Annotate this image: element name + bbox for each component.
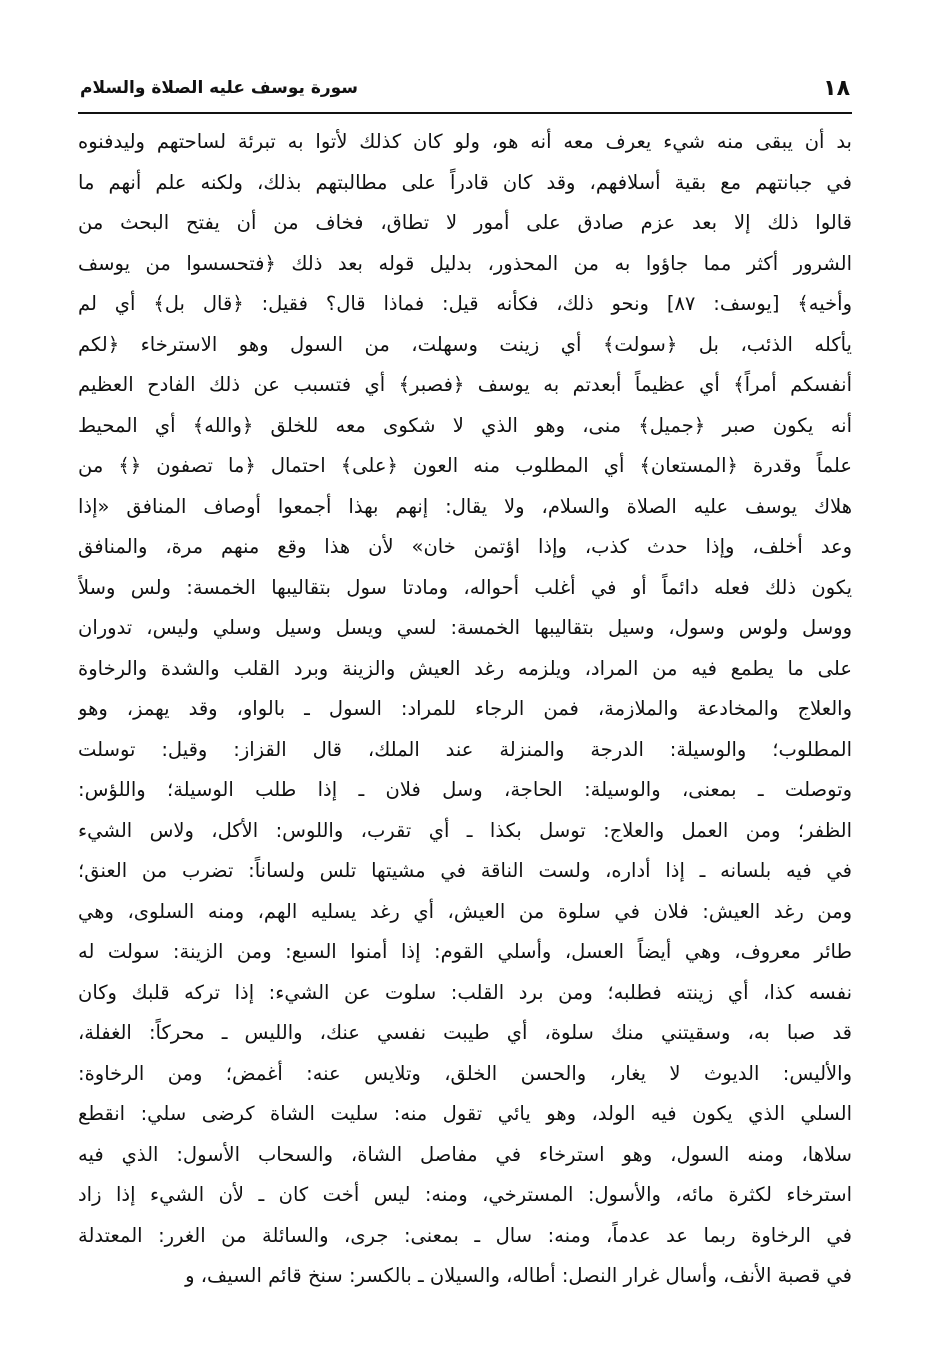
text-line: الظفر؛ ومن العمل والعلاج: توسل بكذا ـ أي تقرب، واللوس: الأكل، ولاس الشيء xyxy=(78,818,852,842)
text-line: ومن رغد العيش: فلان في سلوة من العيش، أي رغد يسليه الهم، ومنه السلوى، وهي xyxy=(78,899,852,923)
text-line: والعلاج والمخادعة والملازمة، فمن الرجاء للمراد: السول ـ بالواو، وقد يهمز، وهو xyxy=(78,697,852,720)
text-line: في فيه بلسانه ـ إذا أداره، ولست الناقة في مشيتها تلس ولساناً: تضرب من العنق؛ xyxy=(78,859,852,882)
text-line: وأخيه﴾ [يوسف: ٨٧] ونحو ذلك، فكأنه قيل: فماذا قال؟ فقيل: ﴿قال بل﴾ أي لم xyxy=(78,292,852,315)
text-line: يأكله الذئب، بل ﴿سولت﴾ أي زينت وسهلت، من السول وهو الاسترخاء ﴿لكم xyxy=(78,332,852,356)
text-line: في قصبة الأنف، وأسال غرار النصل: أطاله، والسيلان ـ بالكسر: سنخ قائم السيف، و xyxy=(185,1264,852,1287)
text-line: قالوا ذلك إلا بعد عزم صادق على أمور لا تطاق، فخاف من أن يفتح البحث من xyxy=(78,211,852,234)
page-number: ١٨ xyxy=(823,76,850,101)
text-line: طائر معروف، وهي أيضاً العسل، وأسلي القوم: إذا أمنوا السبع: ومن الزينة: سولت له xyxy=(78,940,852,963)
text-line: علماً وقدرة ﴿المستعان﴾ أي المطلوب منه العون ﴿على﴾ احتمال ﴿ما تصفون ﴿﴾ من xyxy=(78,454,852,477)
text-line: في جبانتهم مع بقية أسلافهم، وقد كان قادراً على مطالبتهم بذلك، ولكنه علم أنهم ما xyxy=(78,170,852,194)
text-line: أنه يكون صبر ﴿جميل﴾ منى، وهو الذي لا شكوى معه للخلق ﴿والله﴾ أي المحيط xyxy=(78,413,852,437)
text-line: قد صبا به، وسقيتني منك سلوة، أي طيبت نفسي عنك، والليس ـ محركاً: الغفلة، xyxy=(78,1021,852,1044)
running-title: سورة يوسف عليه الصلاة والسلام xyxy=(80,78,359,98)
text-line: وتوصلت ـ بمعنى، والوسيلة: الحاجة، وسل فلان ـ إذا طلب الوسيلة؛ واللؤس: xyxy=(78,778,852,801)
text-line: السلي الذي يكون فيه الولد، وهو يائي تقول منه: سليت الشاة كرضى سلي: انقطع xyxy=(78,1102,852,1125)
text-line: أنفسكم أمراً﴾ أي عظيماً أبعدتم به يوسف ﴿فصبر﴾ أي فتسبب عن ذلك الفادح العظيم xyxy=(78,373,852,396)
text-line: استرخاء لكثرة مائه، والأسول: المسترخي، ومنه: ليس أخت كان ـ لأن الشيء إذا زاد xyxy=(78,1183,852,1206)
text-line: نفسه كذا، أي زينته فطلبه؛ ومن برد القلب: سلوت عن الشيء: إذا تركه قلبك وكان xyxy=(78,980,852,1004)
text-line: المطلوب؛ والوسيلة: الدرجة والمنزلة عند الملك، قال القزاز: وقيل: توسلت xyxy=(78,737,852,761)
header-rule xyxy=(78,112,852,114)
body-text xyxy=(78,122,852,1297)
text-line: في الرخاوة ربما عد عدماً، ومنه: سال ـ بمعنى: جرى، والسائلة من الغرر: المعتدلة xyxy=(78,1223,852,1247)
text-line: والأليس: الديوث لا يغار، والحسن الخلق، وتلايس عنه: أغمض؛ ومن الرخاوة: xyxy=(78,1061,852,1085)
text-line: الشرور أكثر مما جاؤوا به من المحذور، بدليل قوله بعد ذلك ﴿فتحسسوا من يوسف xyxy=(78,251,852,275)
text-line: ووسل ولوس وسول، وسيل بتقاليبها الخمسة: لسي ويسل وسيل وسلي وليس، تدوران xyxy=(78,616,852,639)
text-line: يكون ذلك فعله دائماً أو في أغلب أحواله، ومادتا سول بتقاليبها الخمسة: ولس وسلاً xyxy=(78,575,852,599)
text-line: بد أن يبقى منه شيء يعرف معه أنه هو، ولو كان كذلك لأتوا به تبرئة لساحتهم وليدفنوه xyxy=(78,130,852,153)
text-line: على ما يطمع فيه من المراد، ويلزمه رغد العيش والزينة وبرد القلب والشدة والرخاوة xyxy=(78,656,852,680)
text-line: هلاك يوسف عليه الصلاة والسلام، ولا يقال: إنهم بهذا أجمعوا أوصاف المنافق «إذا xyxy=(78,494,852,518)
text-line: وعد أخلف، وإذا حدث كذب، وإذا اؤتمن خان» لأن هذا وقع منهم مرة، والمنافق xyxy=(78,535,852,558)
text-line: سلاها، ومنه السول، وهو استرخاء في مفاصل الشاة، والسحاب الأسول: الذي فيه xyxy=(78,1142,852,1166)
page-header xyxy=(80,74,850,108)
